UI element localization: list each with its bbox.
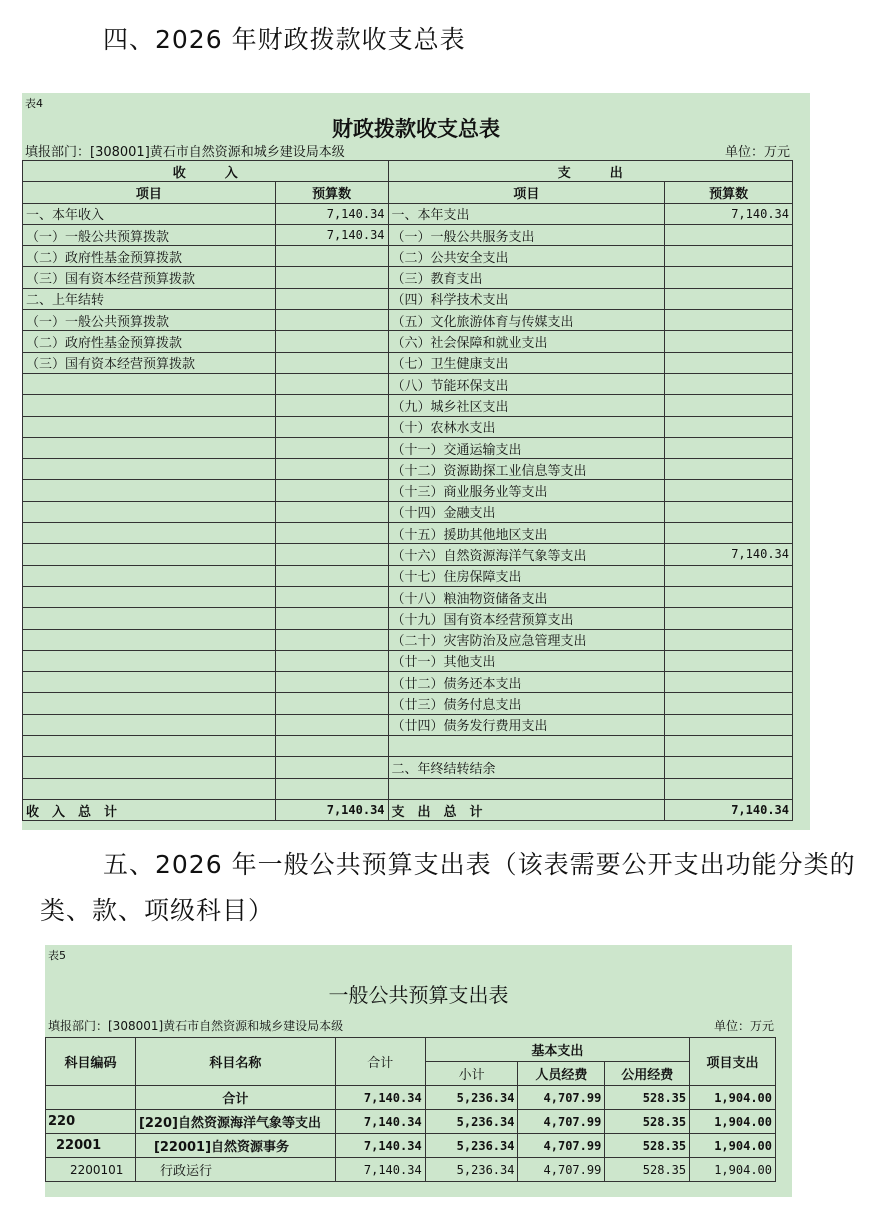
table-row [46, 1158, 776, 1182]
income-amount [275, 480, 388, 501]
table-row [23, 629, 793, 650]
income-item [23, 608, 276, 629]
expense-item: （四）科学技术支出 [388, 288, 665, 309]
income-amount [275, 757, 388, 778]
expense-amount [665, 778, 793, 799]
table-title: 一般公共预算支出表 [328, 983, 509, 1007]
table-title: 财政拨款收支总表 [332, 116, 500, 141]
subtotal: 5,236.34 [425, 1086, 518, 1110]
table-row [23, 650, 793, 671]
table-tag: 表4 [25, 97, 43, 110]
table-row [23, 352, 793, 373]
subtotal: 5,236.34 [425, 1134, 518, 1158]
public: 528.35 [605, 1158, 690, 1182]
unit-label: 单位：万元 [713, 1019, 774, 1033]
expense-amount [665, 395, 793, 416]
table-row [23, 288, 793, 309]
income-amount [275, 331, 388, 352]
subject-code: 2200101 [46, 1158, 136, 1182]
income-amount [275, 437, 388, 458]
income-amount [275, 736, 388, 757]
income-item [23, 416, 276, 437]
table-row [23, 246, 793, 267]
income-amount [275, 246, 388, 267]
project: 1,904.00 [690, 1110, 776, 1134]
subject-code: 22001 [46, 1134, 136, 1158]
income-item [23, 778, 276, 799]
subject-code [46, 1086, 136, 1110]
expense-amount [665, 608, 793, 629]
expense-amount [665, 586, 793, 607]
expense-amount [665, 437, 793, 458]
income-item [23, 736, 276, 757]
expense-amount [665, 246, 793, 267]
table-row [23, 224, 793, 245]
table-row [23, 267, 793, 288]
expense-header: 支 出 [388, 161, 792, 182]
income-amount [275, 352, 388, 373]
table-row [46, 1086, 776, 1110]
expense-amount [665, 224, 793, 245]
expense-amount [665, 650, 793, 671]
col-code: 科目编码 [46, 1038, 136, 1086]
col-personnel: 人员经费 [518, 1062, 605, 1086]
subtotal: 5,236.34 [425, 1110, 518, 1134]
table-row [46, 1134, 776, 1158]
income-amount [275, 267, 388, 288]
income-amount: 7,140.34 [275, 203, 388, 224]
col-basic: 基本支出 [425, 1038, 689, 1062]
income-item [23, 523, 276, 544]
table-row [23, 672, 793, 693]
expense-amount [665, 352, 793, 373]
subtotal: 5,236.34 [425, 1158, 518, 1182]
public: 528.35 [605, 1086, 690, 1110]
table-row [46, 1110, 776, 1134]
col-item: 项目 [388, 182, 665, 203]
budget-table [45, 1037, 776, 1182]
table-row [23, 373, 793, 394]
income-item [23, 501, 276, 522]
subject-name: [22001]自然资源事务 [135, 1134, 335, 1158]
project: 1,904.00 [690, 1158, 776, 1182]
income-item: （三）国有资本经营预算拨款 [23, 267, 276, 288]
expense-amount [665, 310, 793, 331]
income-item [23, 586, 276, 607]
income-amount [275, 650, 388, 671]
income-item: （一）一般公共预算拨款 [23, 224, 276, 245]
income-amount [275, 288, 388, 309]
expense-amount: 7,140.34 [665, 203, 793, 224]
expense-item: （二十）灾害防治及应急管理支出 [388, 629, 665, 650]
table-row [23, 736, 793, 757]
income-item: 二、上年结转 [23, 288, 276, 309]
expense-item: （九）城乡社区支出 [388, 395, 665, 416]
expense-total: 7,140.34 [665, 799, 793, 820]
expense-item: （七）卫生健康支出 [388, 352, 665, 373]
income-item [23, 672, 276, 693]
expense-item: （八）节能环保支出 [388, 373, 665, 394]
department-label: 填报部门：[308001]黄石市自然资源和城乡建设局本级 [48, 1019, 344, 1033]
table-row [23, 437, 793, 458]
expense-amount [665, 523, 793, 544]
table-row [23, 778, 793, 799]
table-row [23, 565, 793, 586]
income-amount [275, 608, 388, 629]
expense-item: （五）文化旅游体育与传媒支出 [388, 310, 665, 331]
expense-item: （三）教育支出 [388, 267, 665, 288]
col-amount: 预算数 [665, 182, 793, 203]
subject-name: 合计 [135, 1086, 335, 1110]
expense-item [388, 778, 665, 799]
income-amount [275, 310, 388, 331]
table-row [23, 523, 793, 544]
expense-item: （十七）住房保障支出 [388, 565, 665, 586]
expense-total-label: 支 出 总 计 [388, 799, 665, 820]
expense-item: （十五）援助其他地区支出 [388, 523, 665, 544]
subject-code: 220 [46, 1110, 136, 1134]
expense-item: （十八）粮油物资储备支出 [388, 586, 665, 607]
expense-amount [665, 267, 793, 288]
table-row [23, 501, 793, 522]
expense-item: （廿二）债务还本支出 [388, 672, 665, 693]
col-name: 科目名称 [135, 1038, 335, 1086]
expense-amount [665, 565, 793, 586]
expense-amount [665, 757, 793, 778]
table-row [23, 459, 793, 480]
income-item [23, 459, 276, 480]
expense-amount [665, 501, 793, 522]
expense-item: （十三）商业服务业等支出 [388, 480, 665, 501]
total: 7,140.34 [335, 1086, 425, 1110]
section-heading-4: 四、2026 年财政拨款收支总表 [103, 25, 466, 54]
col-project: 项目支出 [690, 1038, 776, 1086]
table-row [23, 395, 793, 416]
expense-item: （十二）资源勘探工业信息等支出 [388, 459, 665, 480]
expense-item: （十一）交通运输支出 [388, 437, 665, 458]
department-label: 填报部门：[308001]黄石市自然资源和城乡建设局本级 [25, 145, 345, 160]
income-amount [275, 459, 388, 480]
expense-item: （廿三）债务付息支出 [388, 693, 665, 714]
table-row [23, 480, 793, 501]
income-amount [275, 693, 388, 714]
total: 7,140.34 [335, 1134, 425, 1158]
income-amount [275, 586, 388, 607]
income-item [23, 650, 276, 671]
income-amount: 7,140.34 [275, 224, 388, 245]
personnel: 4,707.99 [518, 1110, 605, 1134]
personnel: 4,707.99 [518, 1134, 605, 1158]
expense-amount [665, 629, 793, 650]
expense-amount [665, 459, 793, 480]
expense-item: （十九）国有资本经营预算支出 [388, 608, 665, 629]
income-amount [275, 565, 388, 586]
income-amount [275, 416, 388, 437]
expense-amount [665, 714, 793, 735]
expense-item: （廿一）其他支出 [388, 650, 665, 671]
expense-item: （十）农林水支出 [388, 416, 665, 437]
income-total: 7,140.34 [275, 799, 388, 820]
expense-item: （二）公共安全支出 [388, 246, 665, 267]
income-item [23, 693, 276, 714]
expense-item: 一、本年支出 [388, 203, 665, 224]
income-amount [275, 778, 388, 799]
expense-amount [665, 480, 793, 501]
expense-item: （六）社会保障和就业支出 [388, 331, 665, 352]
expense-amount [665, 331, 793, 352]
income-item [23, 629, 276, 650]
expense-item [388, 736, 665, 757]
income-item [23, 437, 276, 458]
income-amount [275, 373, 388, 394]
total-row [23, 799, 793, 820]
income-amount [275, 395, 388, 416]
total: 7,140.34 [335, 1158, 425, 1182]
public: 528.35 [605, 1110, 690, 1134]
col-amount: 预算数 [275, 182, 388, 203]
expense-item: （一）一般公共服务支出 [388, 224, 665, 245]
income-item [23, 480, 276, 501]
table-row [23, 310, 793, 331]
expense-amount [665, 288, 793, 309]
income-item: （三）国有资本经营预算拨款 [23, 352, 276, 373]
project: 1,904.00 [690, 1086, 776, 1110]
expense-amount [665, 736, 793, 757]
income-item [23, 395, 276, 416]
table-row [23, 416, 793, 437]
income-item [23, 544, 276, 565]
col-public: 公用经费 [605, 1062, 690, 1086]
col-total: 合计 [335, 1038, 425, 1086]
expense-amount [665, 416, 793, 437]
income-item: 一、本年收入 [23, 203, 276, 224]
expense-amount [665, 672, 793, 693]
col-item: 项目 [23, 182, 276, 203]
table-row [23, 331, 793, 352]
expense-item: （廿四）债务发行费用支出 [388, 714, 665, 735]
unit-label: 单位：万元 [724, 145, 790, 160]
table-row [23, 757, 793, 778]
income-amount [275, 501, 388, 522]
table-row [23, 714, 793, 735]
expense-item: 二、年终结转结余 [388, 757, 665, 778]
public: 528.35 [605, 1134, 690, 1158]
income-item: （一）一般公共预算拨款 [23, 310, 276, 331]
expense-amount [665, 373, 793, 394]
table-row [23, 544, 793, 565]
income-item: （二）政府性基金预算拨款 [23, 331, 276, 352]
table-row [23, 203, 793, 224]
income-amount [275, 672, 388, 693]
subject-name: [220]自然资源海洋气象等支出 [135, 1110, 335, 1134]
income-total-label: 收 入 总 计 [23, 799, 276, 820]
income-item: （二）政府性基金预算拨款 [23, 246, 276, 267]
income-item [23, 757, 276, 778]
income-amount [275, 523, 388, 544]
income-header: 收 入 [23, 161, 389, 182]
income-item [23, 373, 276, 394]
general-public-budget-sheet [45, 945, 792, 1197]
expense-item: （十六）自然资源海洋气象等支出 [388, 544, 665, 565]
expense-item: （十四）金融支出 [388, 501, 665, 522]
personnel: 4,707.99 [518, 1086, 605, 1110]
fiscal-appropriation-summary-sheet [22, 93, 810, 830]
table-row [23, 693, 793, 714]
subject-name: 行政运行 [135, 1158, 335, 1182]
col-subtotal: 小计 [425, 1062, 518, 1086]
income-amount [275, 714, 388, 735]
table-row [23, 608, 793, 629]
table-tag: 表5 [48, 949, 66, 962]
expense-amount: 7,140.34 [665, 544, 793, 565]
personnel: 4,707.99 [518, 1158, 605, 1182]
income-item [23, 565, 276, 586]
project: 1,904.00 [690, 1134, 776, 1158]
income-amount [275, 544, 388, 565]
summary-table [22, 160, 793, 821]
section-heading-5: 五、2026 年一般公共预算支出表（该表需要公开支出功能分类的类、款、项级科目） [40, 850, 856, 925]
total: 7,140.34 [335, 1110, 425, 1134]
income-amount [275, 629, 388, 650]
income-item [23, 714, 276, 735]
table-row [23, 586, 793, 607]
expense-amount [665, 693, 793, 714]
